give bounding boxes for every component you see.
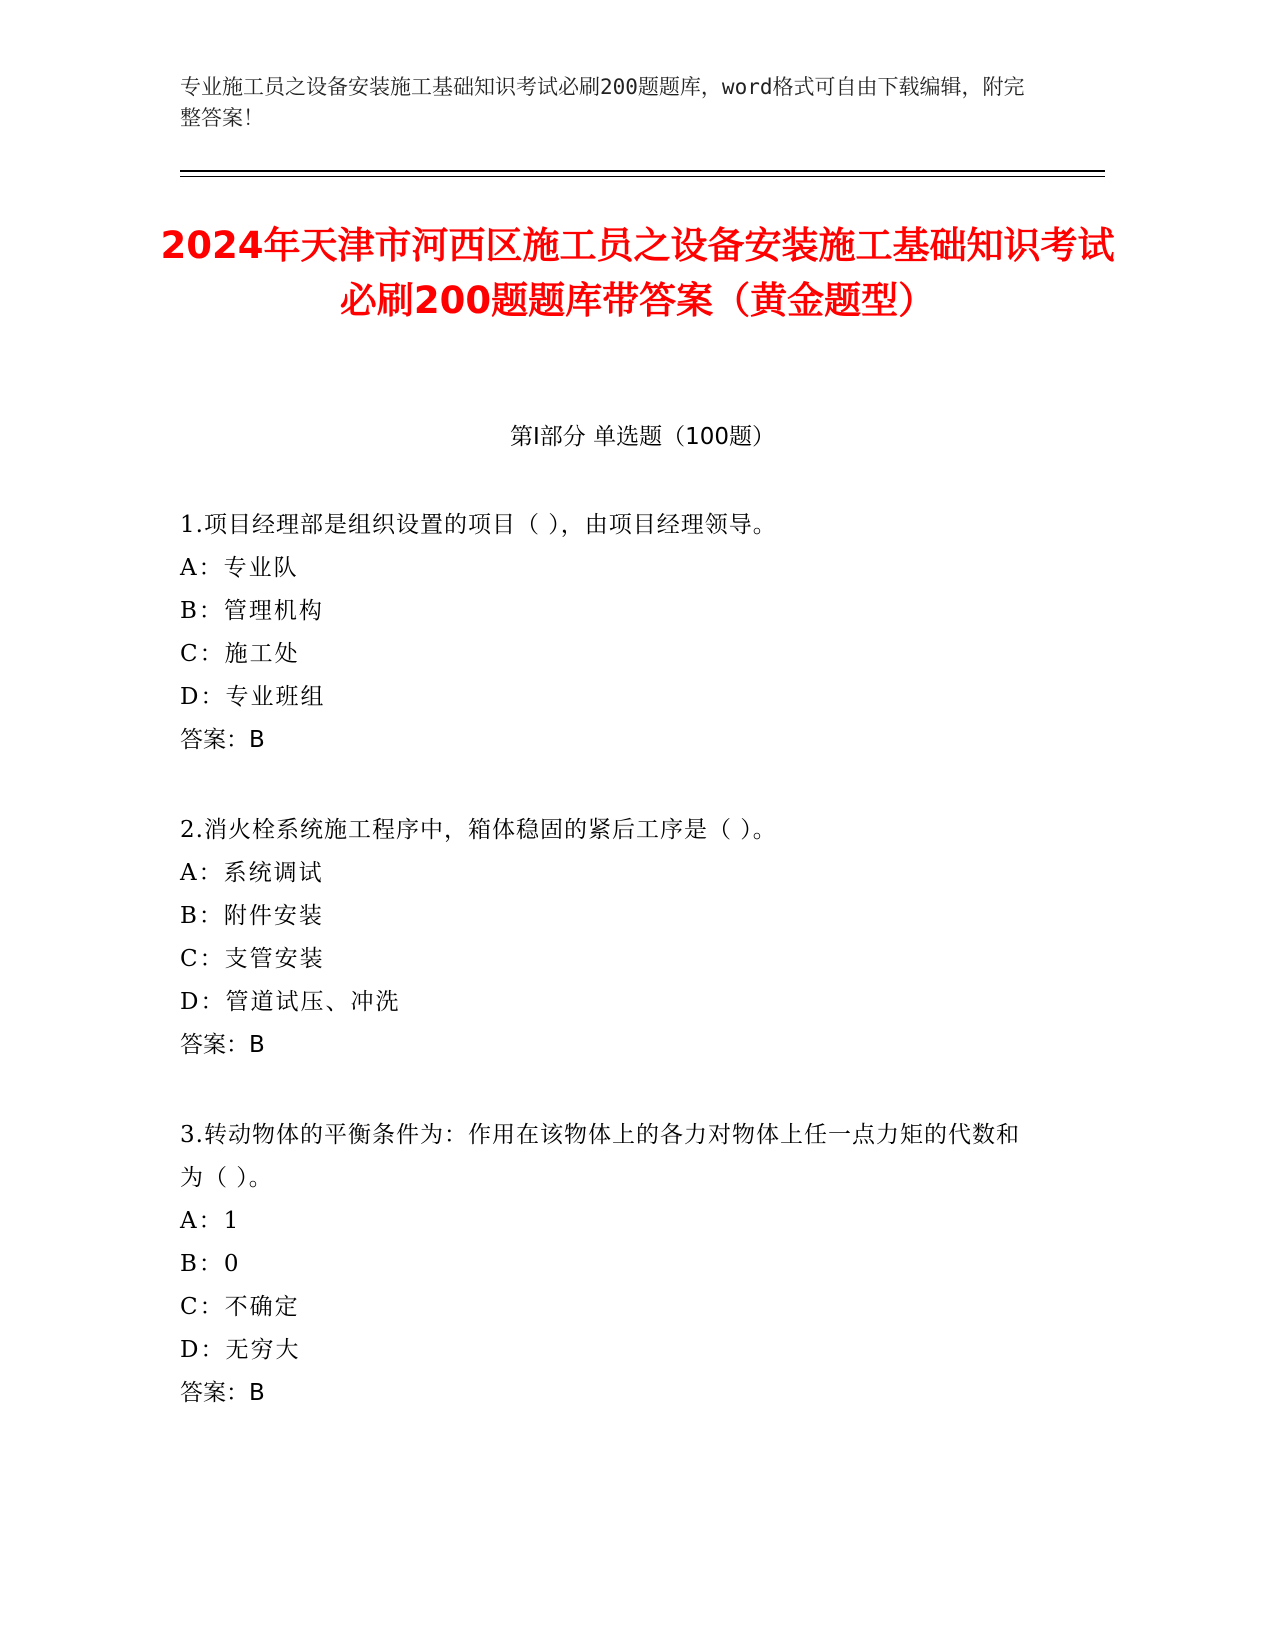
option-a: A：1 [180, 1208, 241, 1234]
header-note: 专业施工员之设备安装施工基础知识考试必刷200题题库，word格式可自由下载编辑，附完整答案！ [180, 75, 1025, 130]
question-2 [180, 809, 1040, 1067]
question-stem: 2.消火栓系统施工程序中，箱体稳固的紧后工序是（ ）。 [180, 817, 777, 843]
header-divider [180, 170, 1105, 172]
header-divider-thin [180, 176, 1105, 177]
document-title: 2024年天津市河西区施工员之设备安装施工基础知识考试必刷200题题库带答案（黄金题型） [160, 224, 1115, 322]
option-c: C：支管安装 [180, 946, 325, 972]
option-a: A：系统调试 [180, 860, 324, 886]
question-stem: 1.项目经理部是组织设置的项目（ ），由项目经理领导。 [180, 512, 777, 538]
option-d: D：专业班组 [180, 684, 326, 710]
option-b: B：附件安装 [180, 903, 324, 929]
question-1 [180, 504, 1040, 762]
option-c: C：施工处 [180, 641, 300, 667]
option-c: C：不确定 [180, 1294, 300, 1320]
question-3 [180, 1114, 1040, 1415]
answer: 答案：B [180, 1380, 265, 1406]
answer: 答案：B [180, 727, 265, 753]
section-heading: 第I部分 单选题（100题） [510, 424, 775, 450]
option-d: D：无穷大 [180, 1337, 301, 1363]
option-a: A：专业队 [180, 555, 299, 581]
option-d: D：管道试压、冲洗 [180, 989, 401, 1015]
option-b: B：0 [180, 1251, 241, 1277]
question-stem: 3.转动物体的平衡条件为：作用在该物体上的各力对物体上任一点力矩的代数和为（ ）。 [180, 1122, 1020, 1191]
answer: 答案：B [180, 1032, 265, 1058]
option-b: B：管理机构 [180, 598, 324, 624]
